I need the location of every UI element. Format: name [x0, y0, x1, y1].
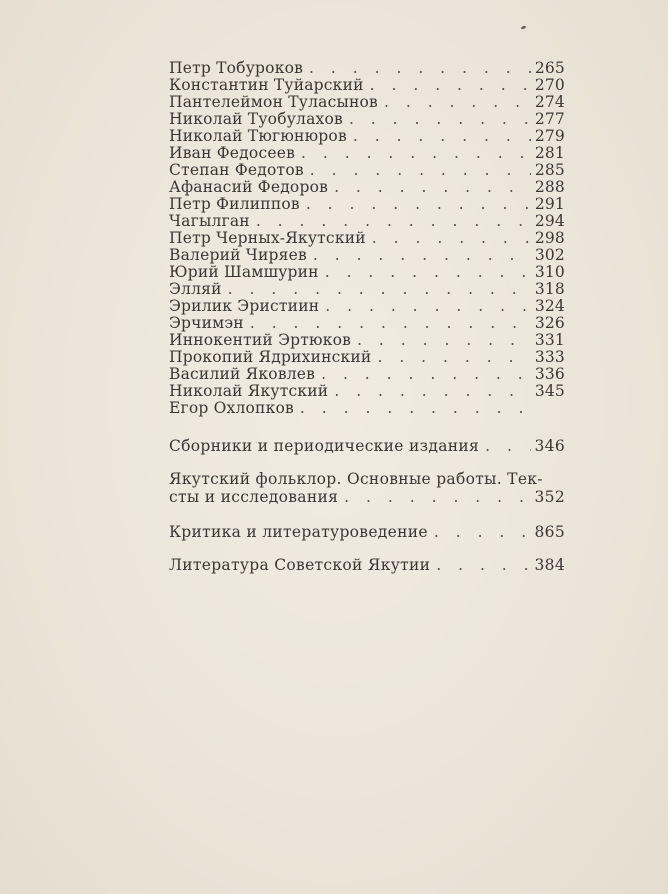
leader-dots — [436, 556, 530, 574]
entry-name: Юрий Шамшурин — [169, 263, 319, 281]
leader-dots — [377, 349, 530, 366]
entry-page: 265 — [534, 59, 565, 77]
entry-name: Николай Якутский — [169, 382, 329, 400]
entry-page: 277 — [534, 110, 565, 128]
entry-name: Василий Яковлев — [169, 365, 316, 383]
toc-entry — [169, 488, 565, 506]
toc-entry — [169, 281, 565, 298]
section-title: Литература Советской Якутии — [169, 556, 431, 574]
entry-page: 336 — [534, 365, 565, 383]
toc-entry — [169, 179, 565, 196]
entry-page: 302 — [534, 246, 565, 264]
leader-dots — [310, 162, 531, 179]
entry-page: 324 — [534, 297, 565, 315]
entry-name: Петр Тобуроков — [169, 59, 304, 77]
toc-entry — [169, 94, 565, 111]
toc-entry — [169, 437, 565, 455]
toc-entry — [169, 264, 565, 281]
entry-name: Егор Охлопков — [169, 399, 294, 417]
leader-dots — [384, 94, 531, 111]
toc-entry — [169, 523, 565, 541]
leader-dots — [300, 400, 531, 417]
toc-entry — [169, 400, 565, 417]
toc-entry — [169, 60, 565, 77]
entry-page: 279 — [534, 127, 565, 145]
toc-entry — [169, 213, 565, 230]
toc-entry — [169, 556, 565, 574]
toc-entry — [169, 247, 565, 264]
section-periodicals — [169, 437, 565, 455]
entry-page: 333 — [534, 348, 565, 366]
entry-page: 326 — [534, 314, 565, 332]
leader-dots — [309, 60, 531, 77]
entry-name: Петр Филиппов — [169, 195, 300, 213]
section-title: Критика и литературоведение — [169, 523, 428, 541]
entry-name: Прокопий Ядрихинский — [169, 348, 372, 366]
toc-entry — [169, 128, 565, 145]
leader-dots — [321, 366, 531, 383]
toc-author-list — [169, 60, 565, 417]
toc-entry — [169, 196, 565, 213]
entry-name: Эрчимэн — [169, 314, 244, 332]
section-literature — [169, 556, 565, 574]
section-page: 346 — [534, 437, 565, 455]
entry-name: Иннокентий Эртюков — [169, 331, 352, 349]
leader-dots — [434, 523, 531, 541]
entry-name: Иван Федосеев — [169, 144, 296, 162]
leader-dots — [325, 298, 531, 315]
entry-name: Николай Тюгюнюров — [169, 127, 347, 145]
section-page: 352 — [534, 488, 565, 506]
leader-dots — [353, 128, 531, 145]
toc-entry — [169, 145, 565, 162]
leader-dots — [228, 281, 531, 298]
entry-name: Элляй — [169, 280, 222, 298]
entry-page: 298 — [534, 229, 565, 247]
toc-entry — [169, 162, 565, 179]
entry-page: 345 — [534, 382, 565, 400]
leader-dots — [256, 213, 531, 230]
leader-dots — [344, 488, 530, 506]
section-title: Сборники и периодические издания — [169, 437, 480, 455]
entry-name: Валерий Чиряев — [169, 246, 307, 264]
toc-entry — [169, 332, 565, 349]
entry-page: 281 — [534, 144, 565, 162]
entry-name: Чагылган — [169, 212, 250, 230]
entry-page: 294 — [534, 212, 565, 230]
leader-dots — [349, 111, 531, 128]
entry-name: Афанасий Федоров — [169, 178, 329, 196]
section-title-line1: Якутский фольклор. Основные работы. Тек- — [169, 470, 543, 488]
leader-dots — [250, 315, 531, 332]
entry-name: Степан Федотов — [169, 161, 304, 179]
leader-dots — [372, 230, 531, 247]
leader-dots — [313, 247, 531, 264]
leader-dots — [485, 437, 530, 455]
toc-entry — [169, 111, 565, 128]
entry-page: 288 — [534, 178, 565, 196]
leader-dots — [370, 77, 531, 94]
toc-entry — [169, 77, 565, 94]
entry-page: 274 — [534, 93, 565, 111]
section-title-line2: сты и исследования — [169, 488, 339, 506]
leader-dots — [301, 145, 531, 162]
toc-entry — [169, 349, 565, 366]
section-criticism — [169, 523, 565, 541]
entry-name: Эрилик Эристиин — [169, 297, 320, 315]
leader-dots — [306, 196, 531, 213]
entry-name: Петр Черных-Якутский — [169, 229, 366, 247]
section-page: 384 — [534, 556, 565, 574]
entry-name: Константин Туйарский — [169, 76, 364, 94]
entry-page: 285 — [534, 161, 565, 179]
entry-page: 291 — [534, 195, 565, 213]
leader-dots — [334, 383, 530, 400]
section-folklore — [169, 470, 565, 506]
ink-mark — [521, 25, 527, 30]
toc-entry — [169, 315, 565, 332]
toc-entry — [169, 230, 565, 247]
toc-entry — [169, 298, 565, 315]
entry-page: 318 — [534, 280, 565, 298]
leader-dots — [325, 264, 531, 281]
entry-page: 270 — [534, 76, 565, 94]
leader-dots — [357, 332, 531, 349]
toc-entry — [169, 383, 565, 400]
section-page: 865 — [534, 523, 565, 541]
entry-name: Николай Туобулахов — [169, 110, 343, 128]
leader-dots — [334, 179, 531, 196]
entry-name: Пантелеймон Туласынов — [169, 93, 378, 111]
entry-page: 331 — [534, 331, 565, 349]
toc-entry — [169, 366, 565, 383]
entry-page: 310 — [534, 263, 565, 281]
